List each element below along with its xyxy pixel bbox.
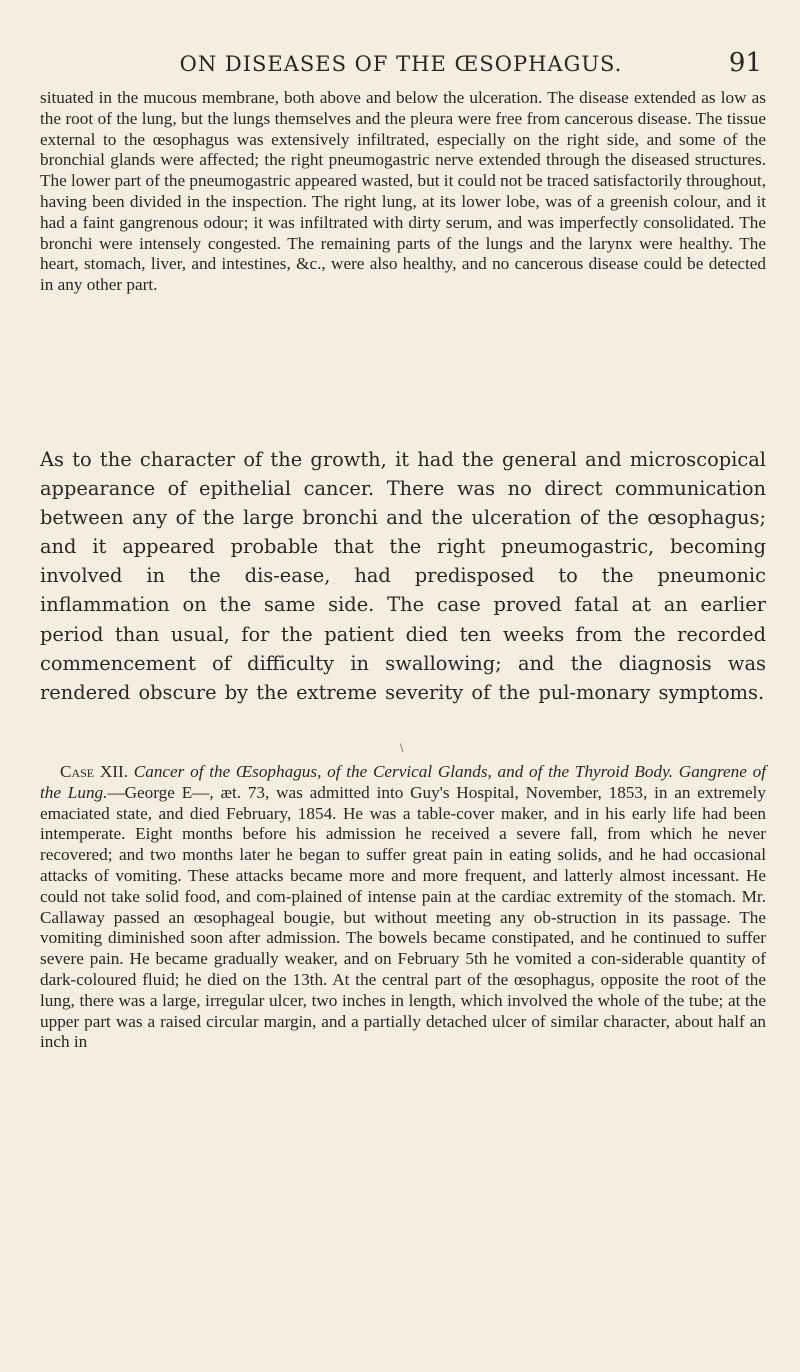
paragraph-growth-character: As to the character of the growth, it had the general and microscopical appearance of epithelial cancer. There was no direct communication between any of the large bronchi and the ulceration of the œsophagus; and it appeared probable that the right pneumogastric, becoming involved in the dis-ease, had predisposed to the pneumonic inflammation on the same side. The case proved fatal at an earlier period than usual, for the patient died ten weeks from the recorded commencement of difficulty in swallowing; and the diagnosis was rendered obscure by the extreme severity of the pul-monary symptoms. [40, 448, 766, 704]
page-header [40, 48, 762, 80]
case-title: Cancer of the Œsophagus, of the Cervical Glands, and of the Thyroid Body. Gangrene of the Lung. [40, 762, 767, 802]
case-label: Case XII. [60, 762, 129, 781]
paragraph-autopsy-findings: situated in the mucous membrane, both above and below the ulceration. The disease extended as low as the root of the lung, but the lungs themselves and the pleura were free from cancerous disease. The tissue external to the œsophagus was extensively infiltrated, especially on the right side, and some of the bronchial glands were affected; the right pneumogastric nerve extended through the diseased structures. The lower part of the pneumogastric appeared wasted, but it could not be traced satisfactorily throughout, having been divided in the inspection. The right lung, at its lower lobe, was of a greenish colour, and it had a faint gangrenous odour; it was infiltrated with dirty serum, and was imperfectly consolidated. The bronchi were intensely congested. The remaining parts of the lungs and the larynx were healthy. The heart, stomach, liver, and intestines, &c., were also healthy, and no cancerous disease could be detected in any other part. [40, 88, 766, 295]
running-title: ON DISEASES OF THE ŒSOPHAGUS. [179, 52, 623, 76]
case-body: —George E—, æt. 73, was admitted into Guy's Hospital, November, 1853, in an extremely emaciated state, and died February, 1854. He was a table-cover maker, and in his early life had been intemperate. Eight months before his admission he received a severe fall, from which he never recovered; and two months later he began to suffer great pain in eating solids, and he had occasional attacks of vomiting. These attacks became more and more frequent, and latterly almost incessant. He could not take solid food, and com-plained of intense pain at the cardiac extremity of the stomach. Mr. Callaway passed an œsophageal bougie, but without meeting any ob-struction in its passage. The vomiting diminished soon after admission. The bowels became constipated, and he continued to suffer severe pain. He became gradually weaker, and on February 5th he vomited a con-siderable quantity of dark-coloured fluid; he died on the 13th. At the central part of the œsophagus, opposite the root of the lung, there was a large, irregular ulcer, two inches in length, which involved the whole of the tube; at the upper part was a raised circular margin, and a partially detached ulcer of similar character, about half an inch in [40, 782, 766, 1052]
margin-mark: \ [400, 743, 404, 754]
page-number: 91 [728, 48, 762, 78]
paragraph-case-xii [40, 762, 766, 1053]
